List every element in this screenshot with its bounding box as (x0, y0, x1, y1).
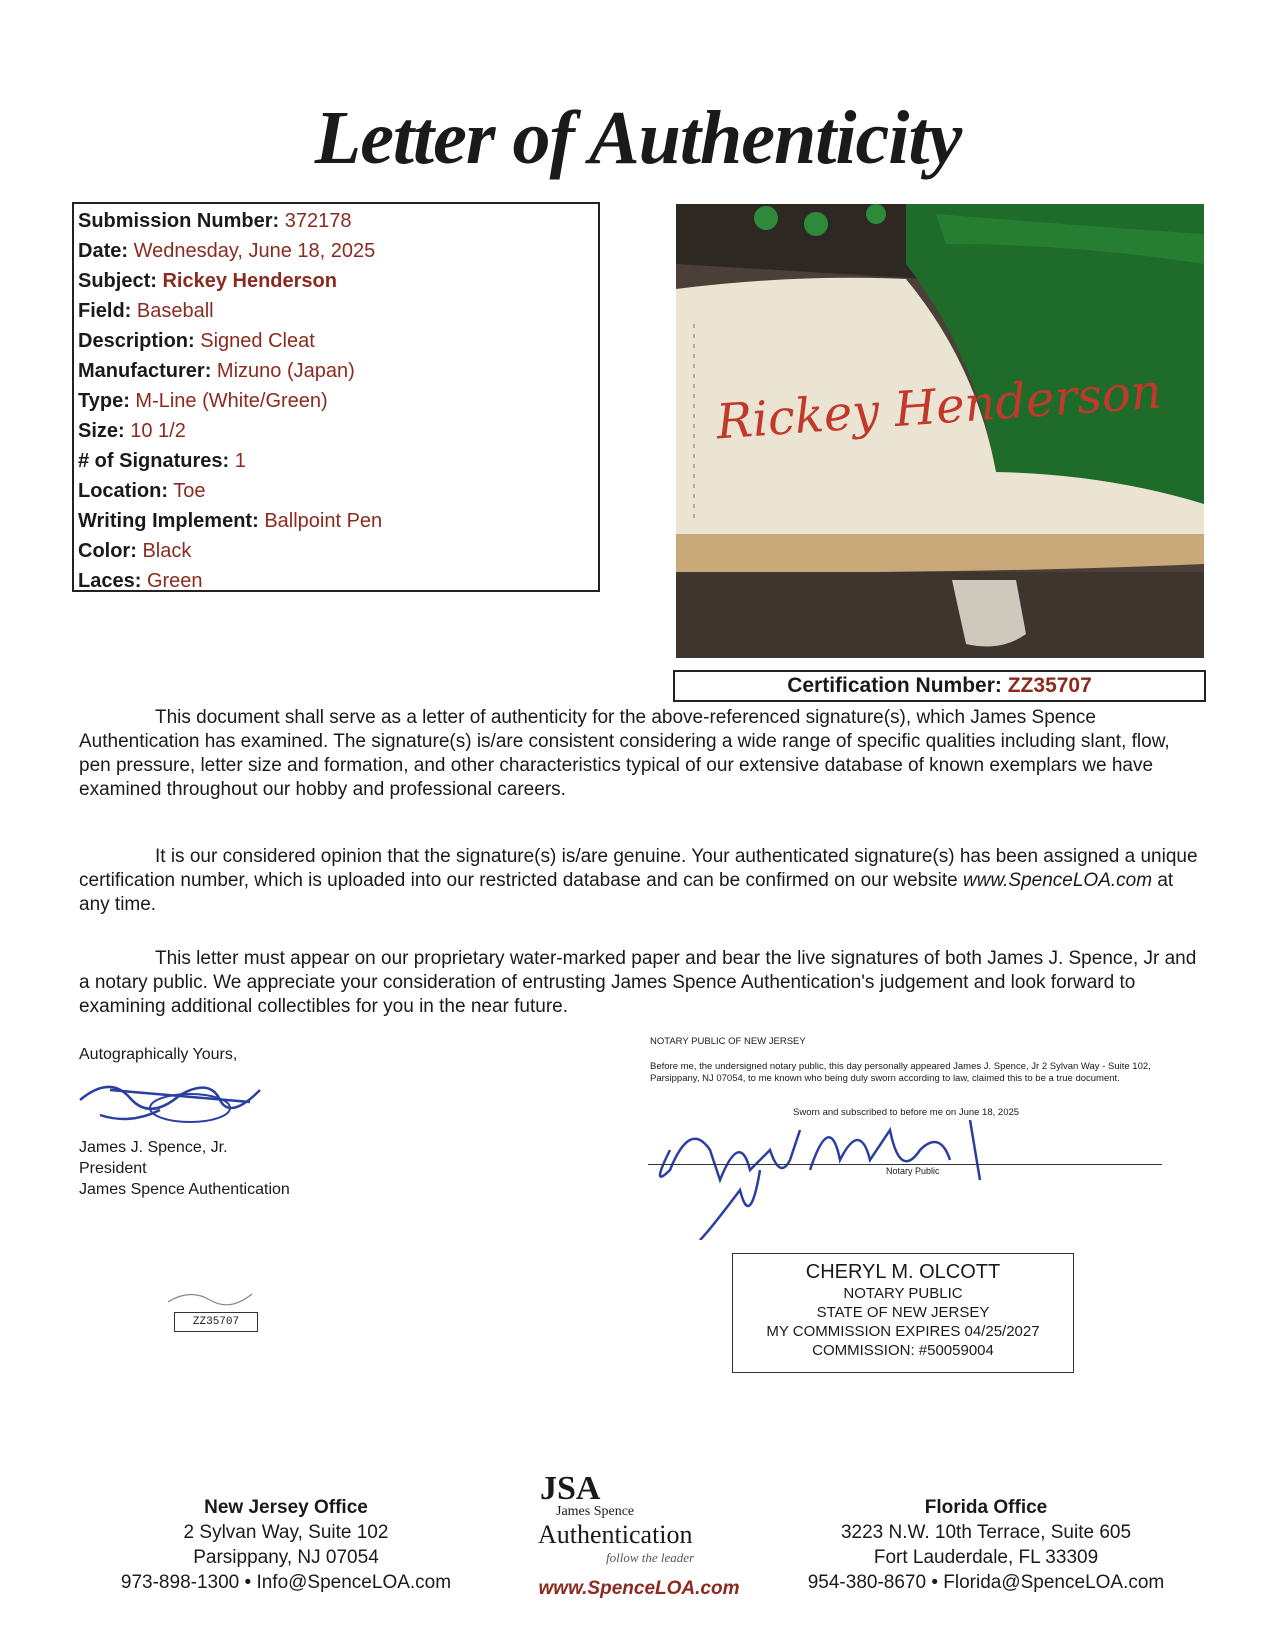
paragraph-2-end: at any time. (79, 870, 1174, 915)
logo-auth: Authentication (538, 1520, 693, 1549)
nj-office-heading: New Jersey Office (204, 1497, 368, 1518)
nj-office-line-2: Parsippany, NJ 07054 (193, 1547, 379, 1568)
nj-email[interactable]: Info@SpenceLOA.com (256, 1572, 452, 1593)
logo-website[interactable]: www.SpenceLOA.com (538, 1578, 740, 1599)
signer-role: President (79, 1160, 147, 1177)
nj-office (86, 1495, 486, 1595)
field-value: Toe (173, 480, 206, 502)
field-value: Mizuno (Japan) (216, 360, 355, 382)
field-value: Baseball (136, 300, 214, 322)
notary-signature-line (648, 1164, 1162, 1165)
stamp-line-4: COMMISSION: #50059004 (812, 1342, 994, 1359)
certification-number: ZZ35707 (1007, 674, 1092, 697)
field-label: Manufacturer: (78, 360, 212, 382)
field-row (78, 566, 598, 596)
field-row (78, 476, 598, 506)
paragraph-3-text: This letter must appear on our proprietary water-marked paper and bear the live signatures of both James J. Spence, Jr and a notary public. We appreciate your consideration of entrusting James Spence Authentication's judgement and look forward to examining additional collectibles for you in the near future. (79, 948, 1197, 1017)
notary-statement: Before me, the undersigned notary public, this day personally appeared James J. Spence, Jr 2 Sylvan Way - Suite 102, Parsippany, NJ 07054, to me known who being duly sworn according to law, claimed this to be a true document. (650, 1061, 1151, 1084)
field-row (78, 446, 598, 476)
field-value: Rickey Henderson (162, 270, 337, 292)
website-link[interactable]: www.SpenceLOA.com (963, 870, 1153, 891)
mini-cert-label: ZZ35707 (174, 1312, 258, 1332)
nj-office-contact: 973-898-1300 • Info@SpenceLOA.com (120, 1572, 452, 1593)
signer-name: James J. Spence, Jr. (79, 1139, 228, 1156)
paragraph-1 (79, 706, 1204, 802)
notary-heading: NOTARY PUBLIC OF NEW JERSEY (650, 1036, 806, 1047)
field-label: Subject: (78, 270, 157, 292)
field-row (78, 236, 598, 266)
field-row (78, 206, 598, 236)
stamp-line-3: MY COMMISSION EXPIRES 04/25/2027 (766, 1323, 1040, 1340)
field-value: 1 (234, 450, 246, 472)
stamp-line-2: STATE OF NEW JERSEY (816, 1304, 990, 1321)
closing-text: Autographically Yours, (79, 1046, 238, 1063)
paragraph-3 (79, 947, 1204, 1019)
field-label: Submission Number: (78, 210, 280, 232)
page-title: Letter of Authenticity (314, 96, 962, 180)
signoff-block (79, 1044, 237, 1065)
logo-jsa: JSA (540, 1470, 601, 1507)
cleat-photo (676, 204, 1204, 658)
field-value: Ballpoint Pen (264, 510, 383, 532)
field-row (78, 326, 598, 356)
field-label: Field: (78, 300, 132, 322)
field-label: Laces: (78, 570, 142, 592)
field-label: # of Signatures: (78, 450, 230, 472)
field-row (78, 296, 598, 326)
notary-name: CHERYL M. OLCOTT (805, 1261, 1001, 1283)
field-row (78, 266, 598, 296)
paragraph-2-text: It is our considered opinion that the signature(s) is/are genuine. Your authenticated signature(s) has been assigned a unique certification number, which is uploaded into our restricted database and can be confirmed on our website (79, 846, 1198, 891)
nj-office-line-1: 2 Sylvan Way, Suite 102 (183, 1522, 389, 1543)
paragraph-1-text: This document shall serve as a letter of authenticity for the above-referenced signature(s), which James Spence Authentication has examined. The signature(s) is/are consistent considering a wide range of specific qualities including slant, flow, pen pressure, letter size and formation, and other characteristics typical of our extensive database of known exemplars we have examined throughout our hobby and professional careers. (79, 707, 1170, 800)
certification-label: Certification Number: (787, 674, 1002, 697)
field-label: Color: (78, 540, 137, 562)
field-label: Description: (78, 330, 195, 352)
nj-phone: 973-898-1300 (120, 1572, 240, 1593)
fl-office (786, 1495, 1186, 1595)
stamp-line-1: NOTARY PUBLIC (843, 1285, 963, 1302)
field-value: 10 1/2 (130, 420, 186, 442)
fl-email[interactable]: Florida@SpenceLOA.com (943, 1572, 1165, 1593)
fl-office-contact: 954-380-8670 • Florida@SpenceLOA.com (807, 1572, 1165, 1593)
field-row (78, 416, 598, 446)
logo-tagline: follow the leader (606, 1550, 695, 1565)
signer-block (79, 1137, 290, 1200)
field-value: Black (142, 540, 192, 562)
logo-sub: James Spence (556, 1504, 635, 1519)
field-row (78, 386, 598, 416)
notary-stamp (732, 1253, 1074, 1373)
field-value: M-Line (White/Green) (135, 390, 328, 412)
jsa-logo (516, 1470, 766, 1580)
field-label: Writing Implement: (78, 510, 259, 532)
signer-company: James Spence Authentication (79, 1181, 290, 1198)
field-value: Wednesday, June 18, 2025 (133, 240, 376, 262)
cleat-signature: Rickey Henderson (714, 363, 1164, 451)
field-label: Date: (78, 240, 129, 262)
notary-signature (650, 1090, 1050, 1240)
fl-office-line-2: Fort Lauderdale, FL 33309 (873, 1547, 1099, 1568)
field-label: Size: (78, 420, 125, 442)
mini-signature (160, 1282, 260, 1310)
paragraph-2 (79, 845, 1204, 917)
certification-number-box (673, 670, 1206, 702)
sworn-date: Sworn and subscribed to before me on June 18, 2025 (793, 1107, 1020, 1118)
field-label: Location: (78, 480, 168, 502)
fl-phone: 954-380-8670 (807, 1572, 927, 1593)
field-value: 372178 (284, 210, 352, 232)
field-label: Type: (78, 390, 130, 412)
field-row (78, 506, 598, 536)
field-value: Green (146, 570, 203, 592)
field-row (78, 356, 598, 386)
field-row (78, 536, 598, 566)
fl-office-line-1: 3223 N.W. 10th Terrace, Suite 605 (840, 1522, 1132, 1543)
fl-office-heading: Florida Office (924, 1497, 1048, 1518)
james-spence-signature (70, 1070, 280, 1130)
field-value: Signed Cleat (200, 330, 315, 352)
notary-public-label: Notary Public (886, 1166, 940, 1176)
submission-details-box (72, 202, 600, 592)
